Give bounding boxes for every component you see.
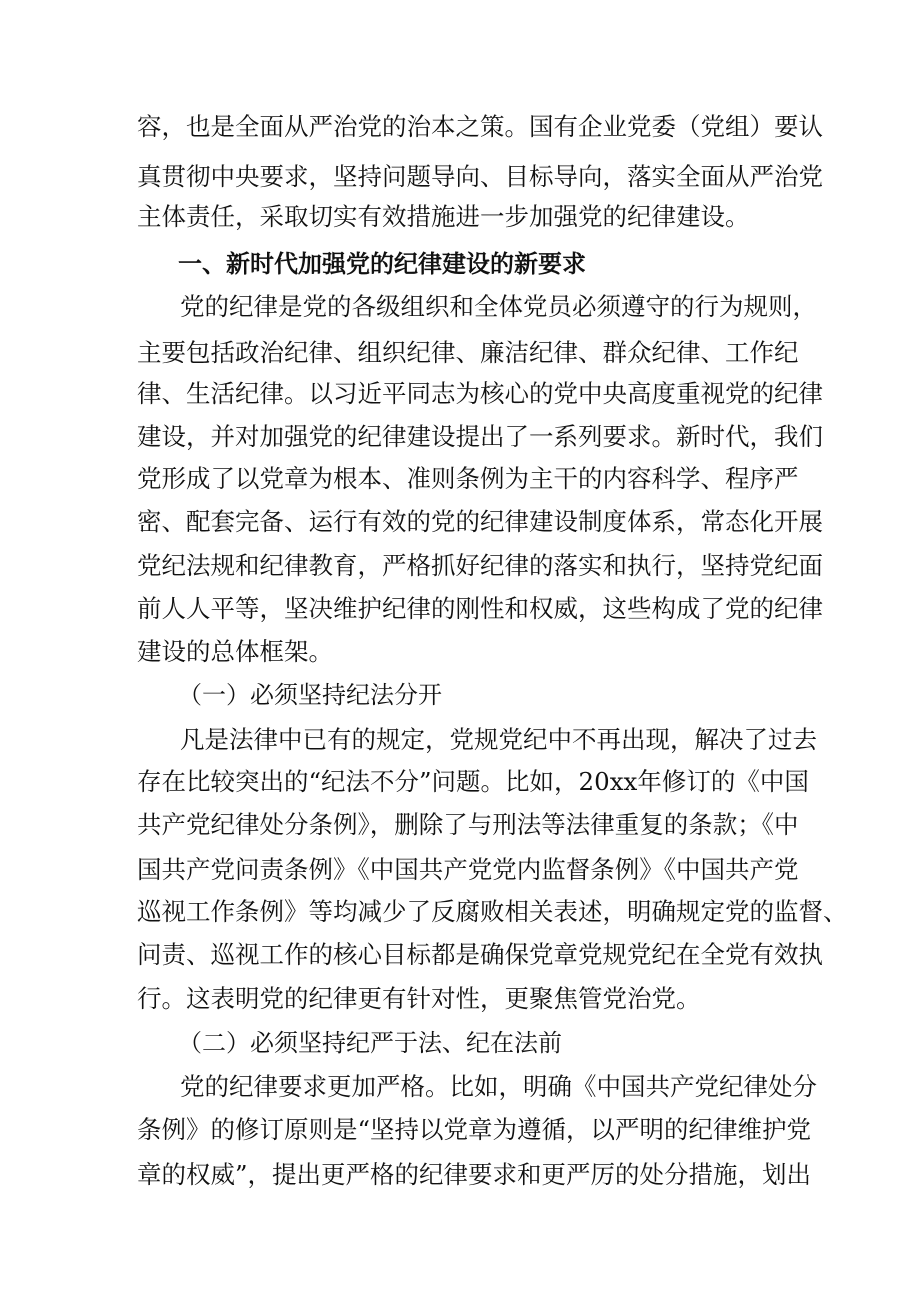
intro-line-1: 容，也是全面从严治党的治本之策。国有企业党委（党组）要认 [137, 112, 823, 141]
intro-line-2: 真贯彻中央要求，坚持问题导向、目标导向，落实全面从严治党 [137, 162, 823, 191]
sub2-line-2: 条例》的修订原则是“坚持以党章为遵循，以严明的纪律维护党 [137, 1115, 812, 1144]
sub1-line-7: 行。这表明党的纪律更有针对性，更聚焦管党治党。 [137, 984, 701, 1013]
section1-line-4: 建设，并对加强党的纪律建设提出了一系列要求。新时代，我们 [137, 422, 823, 451]
section1-line-6: 密、配套完备、运行有效的党的纪律建设制度体系，常态化开展 [137, 507, 823, 536]
section1-line-1: 党的纪律是党的各级组织和全体党员必须遵守的行为规则， [180, 292, 817, 321]
sub2-line-1: 党的纪律要求更加严格。比如，明确《中国共产党纪律处分 [180, 1072, 817, 1101]
sub1-line-6: 问责、巡视工作的核心目标都是确保党章党规党纪在全党有效执 [137, 940, 823, 969]
section1-line-8: 前人人平等，坚决维护纪律的刚性和权威，这些构成了党的纪律 [137, 594, 823, 623]
sub2-line-3: 章的权威”，提出更严格的纪律要求和更严厉的处分措施，划出 [137, 1160, 812, 1189]
section1-line-7: 党纪法规和纪律教育，严格抓好纪律的落实和执行，坚持党纪面 [137, 551, 823, 580]
intro-line-3: 主体责任，采取切实有效措施进一步加强党的纪律建设。 [137, 202, 750, 231]
section1-line-3: 律、生活纪律。以习近平同志为核心的党中央高度重视党的纪律 [137, 379, 823, 408]
sub1-line-4: 国共产党问责条例》《中国共产党党内监督条例》《中国共产党 [137, 855, 799, 884]
sub1-line-2: 存在比较突出的“纪法不分”问题。比如，20xx年修订的《中国 [137, 767, 809, 796]
section1-line-5: 党形成了以党章为根本、准则条例为主干的内容科学、程序严 [137, 464, 799, 493]
section1-line-9: 建设的总体框架。 [137, 637, 333, 666]
section-heading-1: 一、新时代加强党的纪律建设的新要求 [178, 250, 586, 278]
sub1-line-5: 巡视工作条例》等均减少了反腐败相关表述，明确规定党的监督、 [137, 897, 848, 926]
subheading-2: （二）必须坚持纪严于法、纪在法前 [178, 1029, 562, 1057]
sub1-line-1: 凡是法律中已有的规定，党规党纪中不再出现，解决了过去 [180, 725, 817, 754]
sub1-line-3: 共产党纪律处分条例》，删除了与刑法等法律重复的条款；《中 [137, 810, 799, 839]
subheading-1: （一）必须坚持纪法分开 [178, 681, 442, 709]
section1-line-2: 主要包括政治纪律、组织纪律、廉洁纪律、群众纪律、工作纪 [137, 338, 799, 367]
